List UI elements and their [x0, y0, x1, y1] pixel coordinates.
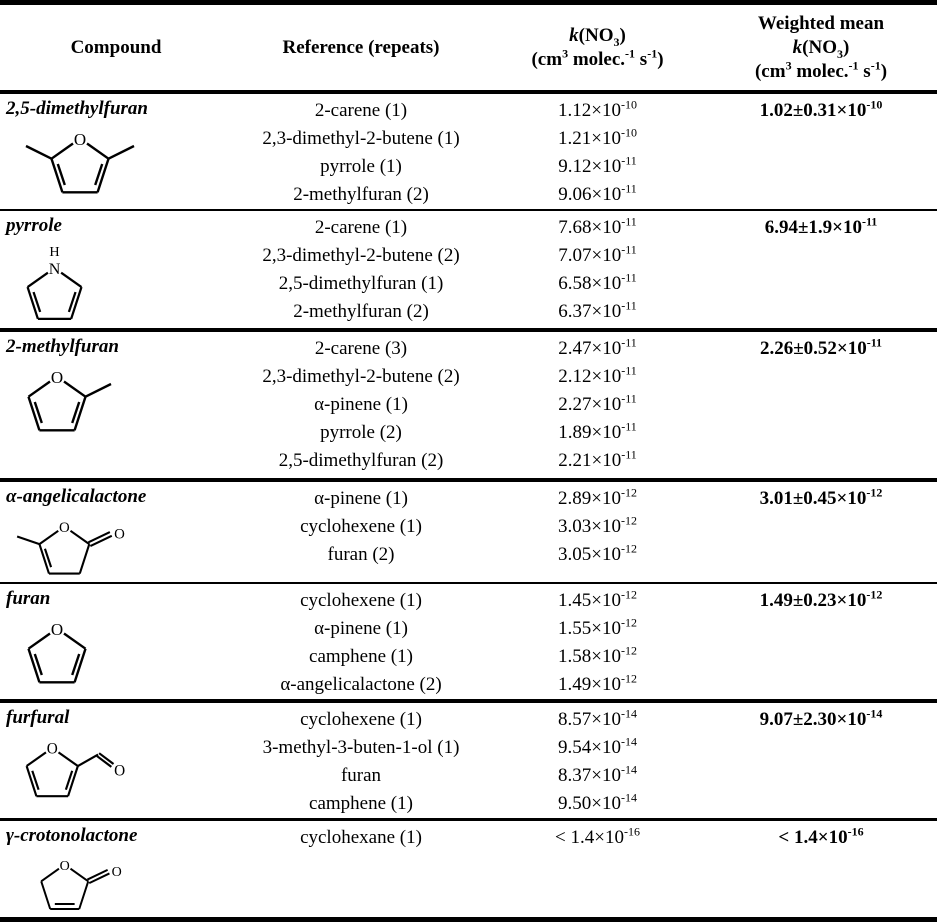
rate-constant-cell: $2.12\times 10^{-11}$ [558, 363, 637, 387]
compound-block-gamma-crotonolactone [0, 818, 937, 917]
weighted-mean-cell [705, 181, 937, 209]
weighted-mean-cell [705, 513, 937, 541]
reference-cell: cyclohexene (1) [300, 709, 422, 730]
column-header-compound: Compound [70, 37, 162, 58]
svg-text:H: H [49, 244, 60, 261]
rate-constant-header-symbol: $k(NO_3)$ [569, 25, 626, 49]
compound-cell [0, 584, 232, 699]
table-row [232, 242, 937, 270]
rate-constant-cell: $9.06\times 10^{-11}$ [558, 181, 637, 205]
reference-cell: α-pinene (1) [314, 394, 408, 415]
column-header-rate-constant [490, 24, 705, 72]
weighted-mean-cell [705, 391, 937, 419]
svg-text:O: O [50, 620, 64, 639]
weighted-mean-cell [705, 447, 937, 475]
svg-text:O: O [46, 740, 58, 758]
table-row [232, 125, 937, 153]
weighted-mean-cell: $9.07\pm 2.30\times 10^{-14}$ [759, 706, 883, 730]
block-rows [232, 584, 937, 699]
table-row [232, 181, 937, 209]
svg-text:O: O [111, 864, 122, 880]
block-rows [232, 211, 937, 328]
molecular-structure-furan-icon [10, 614, 105, 692]
compound-name: γ-crotonolactone [6, 825, 138, 846]
table-row [232, 419, 937, 447]
rate-constant-cell: $1.49\times 10^{-12}$ [558, 671, 637, 695]
weighted-mean-cell [705, 643, 937, 671]
svg-text:N: N [48, 261, 61, 279]
molecular-structure-alpha-angelicalactone-icon [10, 512, 131, 582]
column-header-weighted-mean [705, 12, 937, 84]
table-row [232, 790, 937, 818]
molecular-structure-furfural-icon [10, 733, 134, 805]
compound-cell [0, 332, 232, 478]
weighted-mean-cell: $6.94\pm 1.9\times 10^{-11}$ [764, 214, 878, 238]
weighted-mean-cell [705, 762, 937, 790]
table-row [232, 270, 937, 298]
compound-name: furan [6, 588, 51, 609]
weighted-mean-cell: $1.49\pm 0.23\times 10^{-12}$ [759, 587, 883, 611]
rate-constant-cell: $1.89\times 10^{-11}$ [558, 419, 637, 443]
table-row [232, 214, 937, 242]
rate-constant-cell: $8.37\times 10^{-14}$ [558, 762, 637, 786]
reference-cell: 2,3-dimethyl-2-butene (1) [262, 128, 460, 149]
table-row [232, 447, 937, 475]
compound-name: 2,5-dimethylfuran [6, 98, 148, 119]
weighted-mean-cell [705, 363, 937, 391]
reference-cell: furan [340, 765, 382, 786]
compound-block-furfural [0, 699, 937, 818]
rate-constant-cell: $6.37\times 10^{-11}$ [558, 298, 637, 322]
compound-name: pyrrole [6, 215, 62, 236]
reference-cell: cyclohexene (1) [300, 516, 422, 537]
reference-cell: camphene (1) [309, 646, 413, 667]
molecular-structure-pyrrole-icon [10, 241, 100, 328]
weighted-mean-cell [705, 270, 937, 298]
svg-text:O: O [59, 520, 70, 537]
weighted-mean-header-symbol: $k(NO_3)$ [792, 37, 850, 61]
rate-constant-cell: $2.21\times 10^{-11}$ [558, 447, 637, 471]
table-row [232, 643, 937, 671]
weighted-mean-cell [705, 153, 937, 181]
molecular-structure-2-5-dimethylfuran-icon [10, 124, 150, 202]
table-row [232, 671, 937, 699]
rate-constant-cell: $2.27\times 10^{-11}$ [558, 391, 637, 415]
rate-constant-cell: $1.12\times 10^{-10}$ [558, 97, 637, 121]
block-rows [232, 332, 937, 478]
rate-constant-cell: $3.03\times 10^{-12}$ [558, 513, 637, 537]
reference-cell: 2,3-dimethyl-2-butene (2) [262, 366, 460, 387]
molecular-structure-2-methylfuran-icon [10, 362, 125, 440]
rate-constant-cell: $7.68\times 10^{-11}$ [558, 214, 637, 238]
svg-text:O: O [73, 130, 87, 149]
weighted-mean-header-units: ($cm^3$ molec.$^{-1}$ $s^{-1}$) [754, 58, 888, 82]
weighted-mean-header-title: Weighted mean [757, 13, 885, 34]
weighted-mean-cell [705, 615, 937, 643]
rate-constant-cell: $3.05\times 10^{-12}$ [558, 541, 637, 565]
table-row [232, 824, 937, 852]
weighted-mean-cell: < $1.4\times 10^{-16}$ [778, 824, 864, 848]
table-header-row [0, 5, 937, 94]
reference-cell: 3-methyl-3-buten-1-ol (1) [262, 737, 460, 758]
reference-cell: α-angelicalactone (2) [280, 674, 442, 695]
compound-block-2-5-dimethylfuran [0, 94, 937, 209]
block-rows [232, 821, 937, 917]
rate-constant-cell: $7.07\times 10^{-11}$ [558, 242, 637, 266]
weighted-mean-cell: $3.01\pm 0.45\times 10^{-12}$ [759, 485, 883, 509]
molecular-structure-gamma-crotonolactone-icon [10, 851, 131, 917]
svg-text:O: O [50, 368, 64, 387]
compound-name: furfural [6, 707, 70, 728]
reference-cell: pyrrole (1) [320, 156, 402, 177]
rate-constant-cell: $1.21\times 10^{-10}$ [558, 125, 637, 149]
rate-constant-cell: $2.47\times 10^{-11}$ [558, 335, 637, 359]
table-row [232, 363, 937, 391]
weighted-mean-cell: $2.26\pm 0.52\times 10^{-11}$ [759, 335, 883, 359]
column-header-reference: Reference (repeats) [282, 37, 440, 58]
compound-cell [0, 211, 232, 328]
rate-constant-cell: $6.58\times 10^{-11}$ [558, 270, 637, 294]
table-row [232, 485, 937, 513]
reference-cell: α-pinene (1) [314, 618, 408, 639]
weighted-mean-cell [705, 419, 937, 447]
reference-cell: 2-carene (1) [314, 217, 408, 238]
compound-cell [0, 482, 232, 582]
compound-cell [0, 703, 232, 818]
weighted-mean-cell [705, 125, 937, 153]
reference-cell: 2-carene (3) [314, 338, 408, 359]
block-rows [232, 482, 937, 582]
compound-block-2-methylfuran [0, 328, 937, 478]
rate-constant-cell: $9.54\times 10^{-14}$ [558, 734, 637, 758]
reference-cell: 2,5-dimethylfuran (2) [278, 450, 444, 471]
weighted-mean-cell [705, 242, 937, 270]
block-rows [232, 94, 937, 209]
weighted-mean-cell [705, 298, 937, 326]
rate-constant-cell: $1.55\times 10^{-12}$ [558, 615, 637, 639]
weighted-mean-cell: $1.02\pm 0.31\times 10^{-10}$ [759, 97, 883, 121]
table-row [232, 513, 937, 541]
compound-block-furan [0, 582, 937, 699]
table-row [232, 97, 937, 125]
compound-cell [0, 821, 232, 917]
reference-cell: pyrrole (2) [320, 422, 402, 443]
rate-constant-cell: $8.57\times 10^{-14}$ [558, 706, 637, 730]
table-row [232, 706, 937, 734]
table-row [232, 734, 937, 762]
weighted-mean-cell [705, 734, 937, 762]
svg-text:O: O [59, 858, 70, 874]
compound-name: α-angelicalactone [6, 486, 147, 507]
reference-cell: cyclohexane (1) [300, 827, 422, 848]
table-row [232, 762, 937, 790]
rate-constant-header-units: ($cm^3$ molec.$^{-1}$ $s^{-1}$) [531, 46, 664, 70]
table-row [232, 298, 937, 326]
reference-cell: 2-methylfuran (2) [293, 184, 429, 205]
table-row [232, 587, 937, 615]
weighted-mean-cell [705, 541, 937, 569]
reference-cell: 2,5-dimethylfuran (1) [278, 273, 444, 294]
reference-cell: cyclohexene (1) [300, 590, 422, 611]
svg-text:O: O [114, 526, 125, 543]
weighted-mean-cell [705, 671, 937, 699]
compound-block-pyrrole [0, 209, 937, 328]
table-row [232, 153, 937, 181]
reference-cell: camphene (1) [309, 793, 413, 814]
rate-constant-cell: < $1.4\times 10^{-16}$ [555, 824, 640, 848]
reference-cell: 2-methylfuran (2) [293, 301, 429, 322]
compound-name: 2-methylfuran [6, 336, 119, 357]
table-row [232, 335, 937, 363]
rate-constant-cell: $9.12\times 10^{-11}$ [558, 153, 637, 177]
svg-text:O: O [114, 762, 126, 780]
compound-cell [0, 94, 232, 209]
rate-constant-cell: $1.45\times 10^{-12}$ [558, 587, 637, 611]
rate-constant-cell: $2.89\times 10^{-12}$ [558, 485, 637, 509]
block-rows [232, 703, 937, 818]
table-row [232, 391, 937, 419]
table-row [232, 615, 937, 643]
rate-constant-cell: $9.50\times 10^{-14}$ [558, 790, 637, 814]
reference-cell: furan (2) [327, 544, 395, 565]
reference-cell: 2-carene (1) [314, 100, 408, 121]
rate-constant-cell: $1.58\times 10^{-12}$ [558, 643, 637, 667]
reference-cell: 2,3-dimethyl-2-butene (2) [262, 245, 460, 266]
weighted-mean-cell [705, 790, 937, 818]
table-row [232, 541, 937, 569]
reference-cell: α-pinene (1) [314, 488, 408, 509]
compound-block-alpha-angelicalactone [0, 478, 937, 582]
